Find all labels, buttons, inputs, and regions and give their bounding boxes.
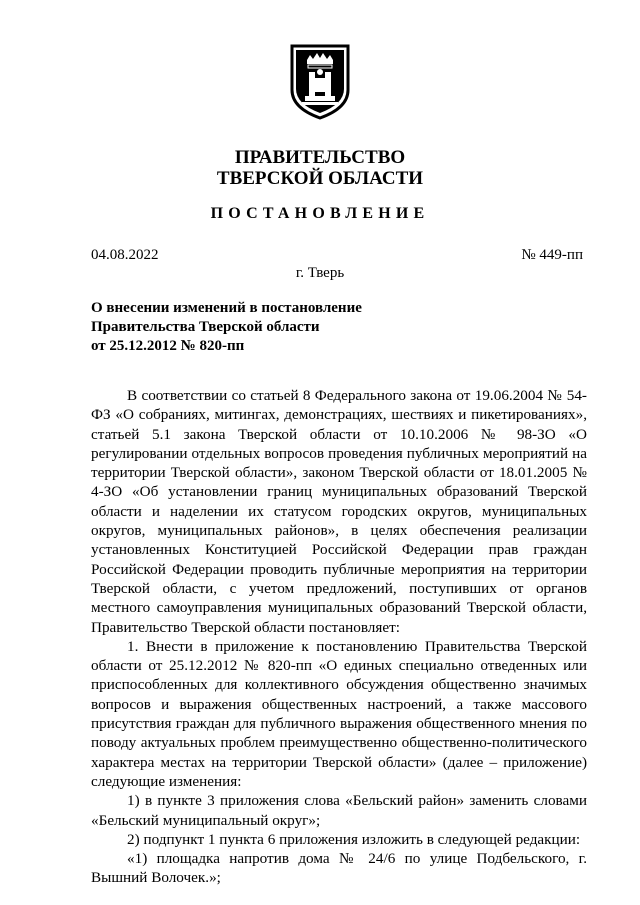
organization-name-line1: ПРАВИТЕЛЬСТВО	[234, 147, 406, 168]
subitem-2-paragraph: 2) подпункт 1 пункта 6 приложения изложить в следующей редакции:	[127, 830, 581, 848]
subitem-1-paragraph: 1) в пункте 3 приложения слова «Бельский район» заменить словами «Бельский муниципальный округ»;	[91, 792, 587, 829]
document-date: 04.08.2022	[91, 247, 159, 263]
document-type-title: ПОСТАНОВЛЕНИЕ	[210, 205, 430, 222]
document-number: № 449-пп	[521, 247, 583, 263]
preamble-paragraph: В соответствии со статьей 8 Федерального закона от 19.06.2004 № 54-ФЗ «О собраниях, митингах, демонстрациях, шествиях и пикетированиях», статьей 5.1 закона Тверской области от 10.10.2006 № 98-ЗО «О регулировании отдельных вопросов проведения публичных мероприятий на территории Тверской области», законом Тверской области от 18.01.2005 № 4-ЗО «Об установлении границ муниципальных образований Тверской области и наделении их статусом городских округов, муниципальных округов, муниципальных районов», в целях обеспечения реализации установленных Конституцией Российской Федерации прав граждан Российской Федерации проводить публичные мероприятия на территории Тверской области, с учетом предложений, поступивших от органов местного самоуправления муниципальных образований Тверской области, Правительство Тверской области постановляет:	[91, 387, 587, 636]
subject-line: Правительства Тверской области	[91, 319, 320, 335]
item-1-paragraph: 1. Внести в приложение к постановлению Правительства Тверской области от 25.12.2012 № 820-пп «О единых специально отведенных или приспособленных для коллективного обсуждения общественно значимых вопросов и выражения общественных настроений, а также массового присутствия граждан для публичного выражения общественного мнения по поводу актуальных проблем преимущественно общественно-политического характера местах на территории Тверской области» (далее – приложение) следующие изменения:	[91, 637, 587, 790]
quoted-text-paragraph: «1) площадка напротив дома № 24/6 по улице Подбельского, г. Вышний Волочек.»;	[91, 850, 587, 887]
organization-name-line2: ТВЕРСКОЙ ОБЛАСТИ	[216, 168, 424, 189]
document-city: г. Тверь	[295, 265, 345, 281]
subject-line: от 25.12.2012 № 820-пп	[91, 338, 245, 354]
document-subject	[91, 299, 511, 356]
subject-line: О внесении изменений в постановление	[91, 300, 362, 316]
document-body	[91, 386, 587, 888]
tver-coat-of-arms-icon	[289, 42, 351, 120]
